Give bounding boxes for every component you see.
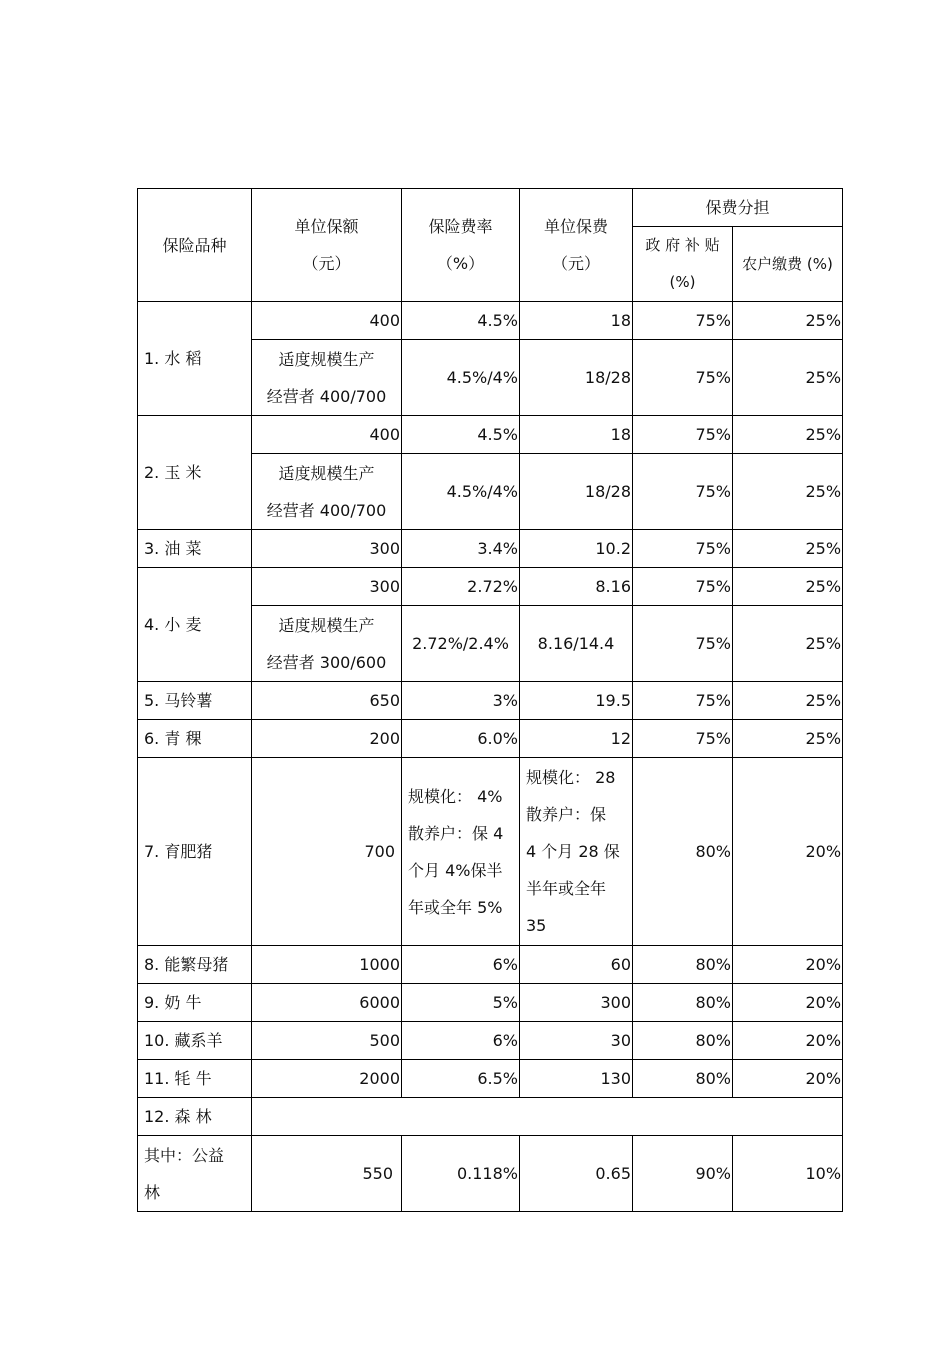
premium-cell: 130: [520, 1060, 633, 1098]
variety-cell: 4. 小 麦: [138, 568, 252, 682]
amount-cell: 650: [252, 682, 402, 720]
rate-cell: 6.0%: [402, 720, 520, 758]
premium-cell: [520, 758, 633, 946]
header-rate: [402, 189, 520, 302]
premium-cell: 8.16/14.4: [520, 606, 633, 682]
header-premium-line2: （元）: [551, 254, 600, 273]
header-row: [138, 189, 843, 227]
variety-line1: 其中：公益: [144, 1145, 225, 1165]
gov-cell: 75%: [633, 530, 733, 568]
rate-cell: [402, 758, 520, 946]
header-premium: [520, 189, 633, 302]
amount-cell: 400: [252, 302, 402, 340]
table-row: [138, 416, 843, 454]
gov-cell: 75%: [633, 416, 733, 454]
table-row: [138, 1022, 843, 1060]
premium-line: 半年或全年: [526, 879, 607, 898]
gov-cell: 75%: [633, 454, 733, 530]
rate-cell: 4.5%/4%: [402, 340, 520, 416]
header-farmer: 农户缴费 (%): [733, 227, 843, 302]
gov-cell: 80%: [633, 1060, 733, 1098]
amount-cell: 6000: [252, 984, 402, 1022]
gov-cell: 75%: [633, 682, 733, 720]
forest-empty-cell: [252, 1098, 843, 1136]
variety-cell: 1. 水 稻: [138, 302, 252, 416]
farmer-cell: 25%: [733, 568, 843, 606]
amount-line1: 适度规模生产: [278, 463, 375, 483]
rate-line: 规模化： 4%: [408, 786, 503, 806]
table-row: [138, 530, 843, 568]
amount-line2: 经营者 400/700: [266, 386, 387, 406]
premium-line: 规模化： 28: [526, 768, 616, 787]
rate-cell: 0.118%: [402, 1136, 520, 1212]
header-gov-line2: (%): [669, 273, 696, 291]
header-amount-line2: （元）: [302, 254, 351, 273]
gov-cell: 80%: [633, 758, 733, 946]
variety-cell: 7. 育肥猪: [138, 758, 252, 946]
header-rate-line2: （%）: [436, 254, 485, 273]
amount-cell: [252, 606, 402, 682]
variety-cell: 5. 马铃薯: [138, 682, 252, 720]
table-row: [138, 302, 843, 340]
amount-line1: 适度规模生产: [278, 615, 375, 635]
gov-cell: 75%: [633, 568, 733, 606]
farmer-cell: 10%: [733, 1136, 843, 1212]
farmer-cell: 20%: [733, 984, 843, 1022]
premium-cell: 12: [520, 720, 633, 758]
amount-cell: 400: [252, 416, 402, 454]
amount-cell: 300: [252, 568, 402, 606]
header-share: 保费分担: [633, 189, 843, 227]
gov-cell: 75%: [633, 720, 733, 758]
rate-cell: 3%: [402, 682, 520, 720]
rate-cell: 4.5%: [402, 416, 520, 454]
gov-cell: 90%: [633, 1136, 733, 1212]
variety-cell: 6. 青 稞: [138, 720, 252, 758]
amount-line1: 适度规模生产: [278, 349, 375, 369]
farmer-cell: 25%: [733, 530, 843, 568]
premium-cell: 18/28: [520, 454, 633, 530]
variety-cell: 8. 能繁母猪: [138, 946, 252, 984]
premium-cell: 10.2: [520, 530, 633, 568]
variety-cell: 10. 藏系羊: [138, 1022, 252, 1060]
premium-line: 35: [526, 916, 547, 935]
rate-line: 个月 4%保半: [408, 860, 503, 880]
table-row: [138, 568, 843, 606]
amount-line2: 经营者 400/700: [266, 500, 387, 520]
premium-cell: 0.65: [520, 1136, 633, 1212]
farmer-cell: 20%: [733, 946, 843, 984]
rate-cell: 2.72%/2.4%: [402, 606, 520, 682]
rate-line: 年或全年 5%: [408, 897, 503, 917]
header-amount-line1: 单位保额: [294, 217, 359, 236]
variety-cell: 12. 森 林: [138, 1098, 252, 1136]
farmer-cell: 20%: [733, 758, 843, 946]
farmer-cell: 25%: [733, 340, 843, 416]
gov-cell: 75%: [633, 606, 733, 682]
variety-cell: 11. 牦 牛: [138, 1060, 252, 1098]
gov-cell: 75%: [633, 340, 733, 416]
farmer-cell: 20%: [733, 1060, 843, 1098]
variety-line2: 林: [144, 1182, 161, 1202]
gov-cell: 80%: [633, 984, 733, 1022]
rate-cell: 5%: [402, 984, 520, 1022]
amount-line2: 经营者 300/600: [266, 652, 387, 672]
premium-cell: 18: [520, 302, 633, 340]
rate-cell: 6%: [402, 1022, 520, 1060]
premium-cell: 8.16: [520, 568, 633, 606]
farmer-cell: 25%: [733, 302, 843, 340]
table-row: [138, 984, 843, 1022]
header-premium-line1: 单位保费: [543, 217, 608, 236]
header-gov-line1: 政 府 补 贴: [645, 236, 720, 254]
header-rate-line1: 保险费率: [428, 217, 493, 236]
header-amount: [252, 189, 402, 302]
gov-cell: 80%: [633, 1022, 733, 1060]
farmer-cell: 25%: [733, 606, 843, 682]
header-gov: [633, 227, 733, 302]
premium-cell: 300: [520, 984, 633, 1022]
farmer-cell: 25%: [733, 454, 843, 530]
premium-line: 散养户：保: [526, 805, 607, 824]
rate-cell: 2.72%: [402, 568, 520, 606]
amount-cell: 550: [252, 1136, 402, 1212]
amount-cell: 500: [252, 1022, 402, 1060]
table-row: [138, 946, 843, 984]
farmer-cell: 20%: [733, 1022, 843, 1060]
rate-cell: 6%: [402, 946, 520, 984]
premium-cell: 19.5: [520, 682, 633, 720]
premium-line: 4 个月 28 保: [526, 842, 620, 861]
rate-cell: 3.4%: [402, 530, 520, 568]
variety-cell: 3. 油 菜: [138, 530, 252, 568]
amount-cell: 700: [252, 758, 402, 946]
amount-cell: 200: [252, 720, 402, 758]
premium-cell: 60: [520, 946, 633, 984]
insurance-table: [137, 188, 843, 1212]
premium-cell: 18/28: [520, 340, 633, 416]
amount-cell: 300: [252, 530, 402, 568]
table-row: [138, 682, 843, 720]
table-row: [138, 1098, 843, 1136]
table-row: [138, 1060, 843, 1098]
premium-cell: 30: [520, 1022, 633, 1060]
amount-cell: 2000: [252, 1060, 402, 1098]
amount-cell: [252, 340, 402, 416]
amount-cell: 1000: [252, 946, 402, 984]
table-row: [138, 720, 843, 758]
variety-cell: 9. 奶 牛: [138, 984, 252, 1022]
gov-cell: 75%: [633, 302, 733, 340]
rate-line: 散养户：保 4: [408, 823, 504, 843]
amount-cell: [252, 454, 402, 530]
rate-cell: 4.5%: [402, 302, 520, 340]
farmer-cell: 25%: [733, 416, 843, 454]
table-row: [138, 758, 843, 946]
premium-cell: 18: [520, 416, 633, 454]
farmer-cell: 25%: [733, 682, 843, 720]
variety-cell: [138, 1136, 252, 1212]
gov-cell: 80%: [633, 946, 733, 984]
table-row: [138, 1136, 843, 1212]
rate-cell: 4.5%/4%: [402, 454, 520, 530]
header-variety: 保险品种: [138, 189, 252, 302]
variety-cell: 2. 玉 米: [138, 416, 252, 530]
rate-cell: 6.5%: [402, 1060, 520, 1098]
farmer-cell: 25%: [733, 720, 843, 758]
